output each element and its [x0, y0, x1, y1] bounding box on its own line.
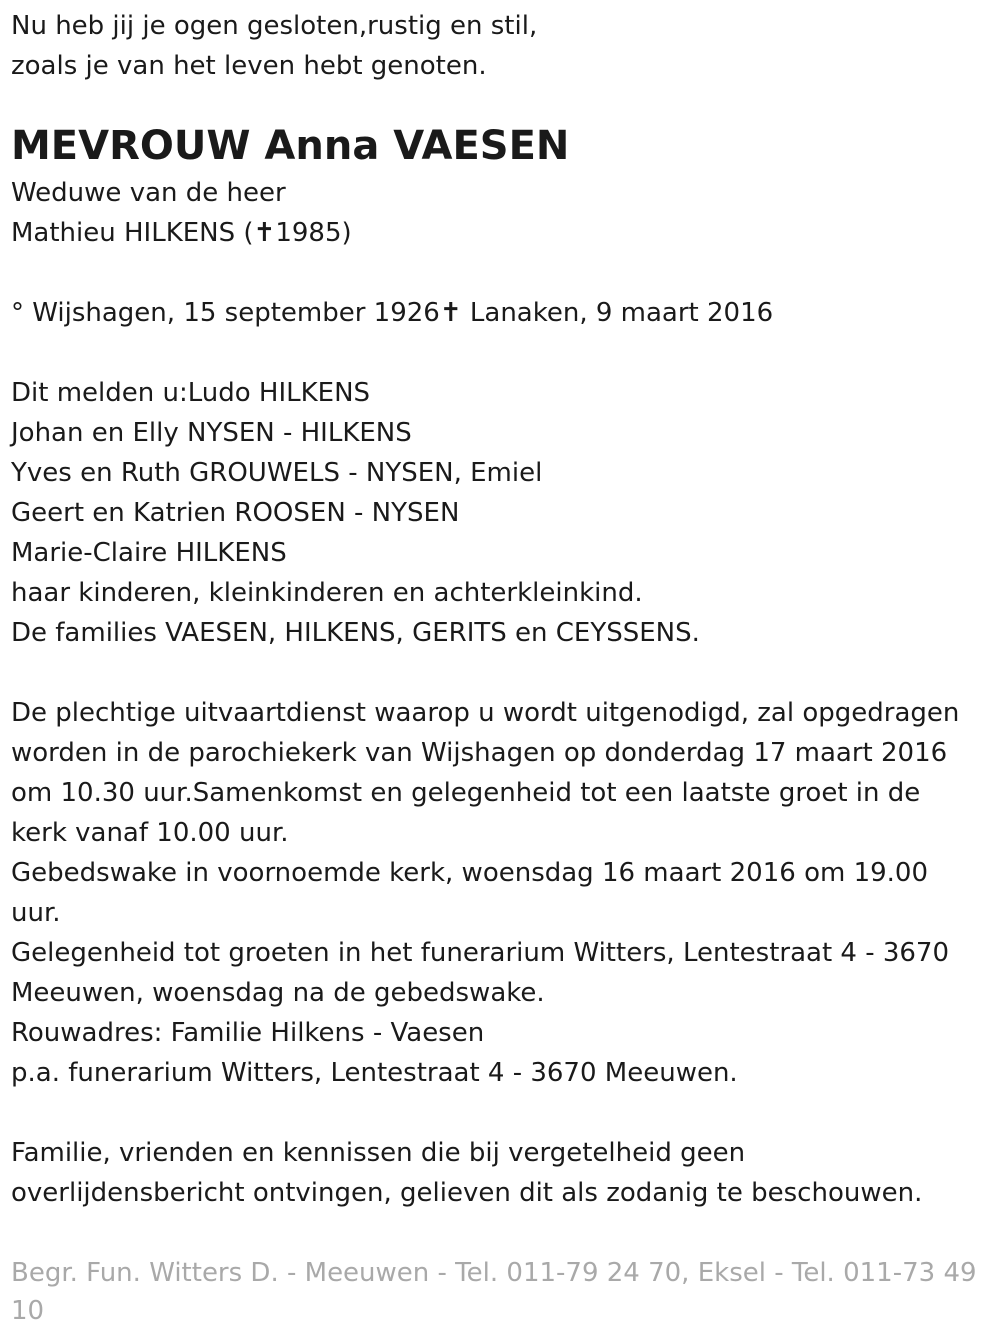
announcer-line: Johan en Elly NYSEN - HILKENS: [11, 418, 412, 448]
announcer-line: Geert en Katrien ROOSEN - NYSEN: [11, 498, 460, 528]
service-line: Gelegenheid tot groeten in het funerarium Witters, Lentestraat 4 - 3670: [11, 938, 950, 968]
announcer-line: De families VAESEN, HILKENS, GERITS en CEYSSENS.: [11, 618, 700, 648]
announcer-line: Dit melden u:Ludo HILKENS: [11, 378, 371, 408]
service-line: worden in de parochiekerk van Wijshagen op donderdag 17 maart 2016: [11, 738, 948, 768]
service-line: Meeuwen, woensdag na de gebedswake.: [11, 978, 545, 1008]
service-line: Gebedswake in voornoemde kerk, woensdag 16 maart 2016 om 19.00: [11, 858, 929, 888]
footer-line: Begr. Fun. Witters D. - Meeuwen - Tel. 011-79 24 70, Eksel - Tel. 011-73 49: [11, 1258, 977, 1288]
poem-line: Nu heb jij je ogen gesloten,rustig en stil,: [11, 11, 538, 41]
poem-line: zoals je van het leven hebt genoten.: [11, 51, 487, 81]
spouse-line: Weduwe van de heer: [11, 178, 286, 208]
service-line: kerk vanaf 10.00 uur.: [11, 818, 289, 848]
service-line: Rouwadres: Familie Hilkens - Vaesen: [11, 1018, 485, 1048]
birth-death-line: ° Wijshagen, 15 september 1926✝ Lanaken, 9 maart 2016: [11, 298, 774, 328]
service-line: om 10.30 uur.Samenkomst en gelegenheid tot een laatste groet in de: [11, 778, 921, 808]
service-line: De plechtige uitvaartdienst waarop u wordt uitgenodigd, zal opgedragen: [11, 698, 960, 728]
service-line: p.a. funerarium Witters, Lentestraat 4 - 3670 Meeuwen.: [11, 1058, 738, 1088]
announcer-line: Yves en Ruth GROUWELS - NYSEN, Emiel: [11, 458, 543, 488]
deceased-name: MEVROUW Anna VAESEN: [11, 123, 570, 169]
service-line: uur.: [11, 898, 61, 928]
footer-line: 10: [11, 1296, 45, 1326]
closing-line: overlijdensbericht ontvingen, gelieven dit als zodanig te beschouwen.: [11, 1178, 923, 1208]
closing-line: Familie, vrienden en kennissen die bij vergetelheid geen: [11, 1138, 746, 1168]
announcer-line: haar kinderen, kleinkinderen en achterkleinkind.: [11, 578, 643, 608]
spouse-line: Mathieu HILKENS (✝1985): [11, 218, 352, 248]
announcer-line: Marie-Claire HILKENS: [11, 538, 287, 568]
